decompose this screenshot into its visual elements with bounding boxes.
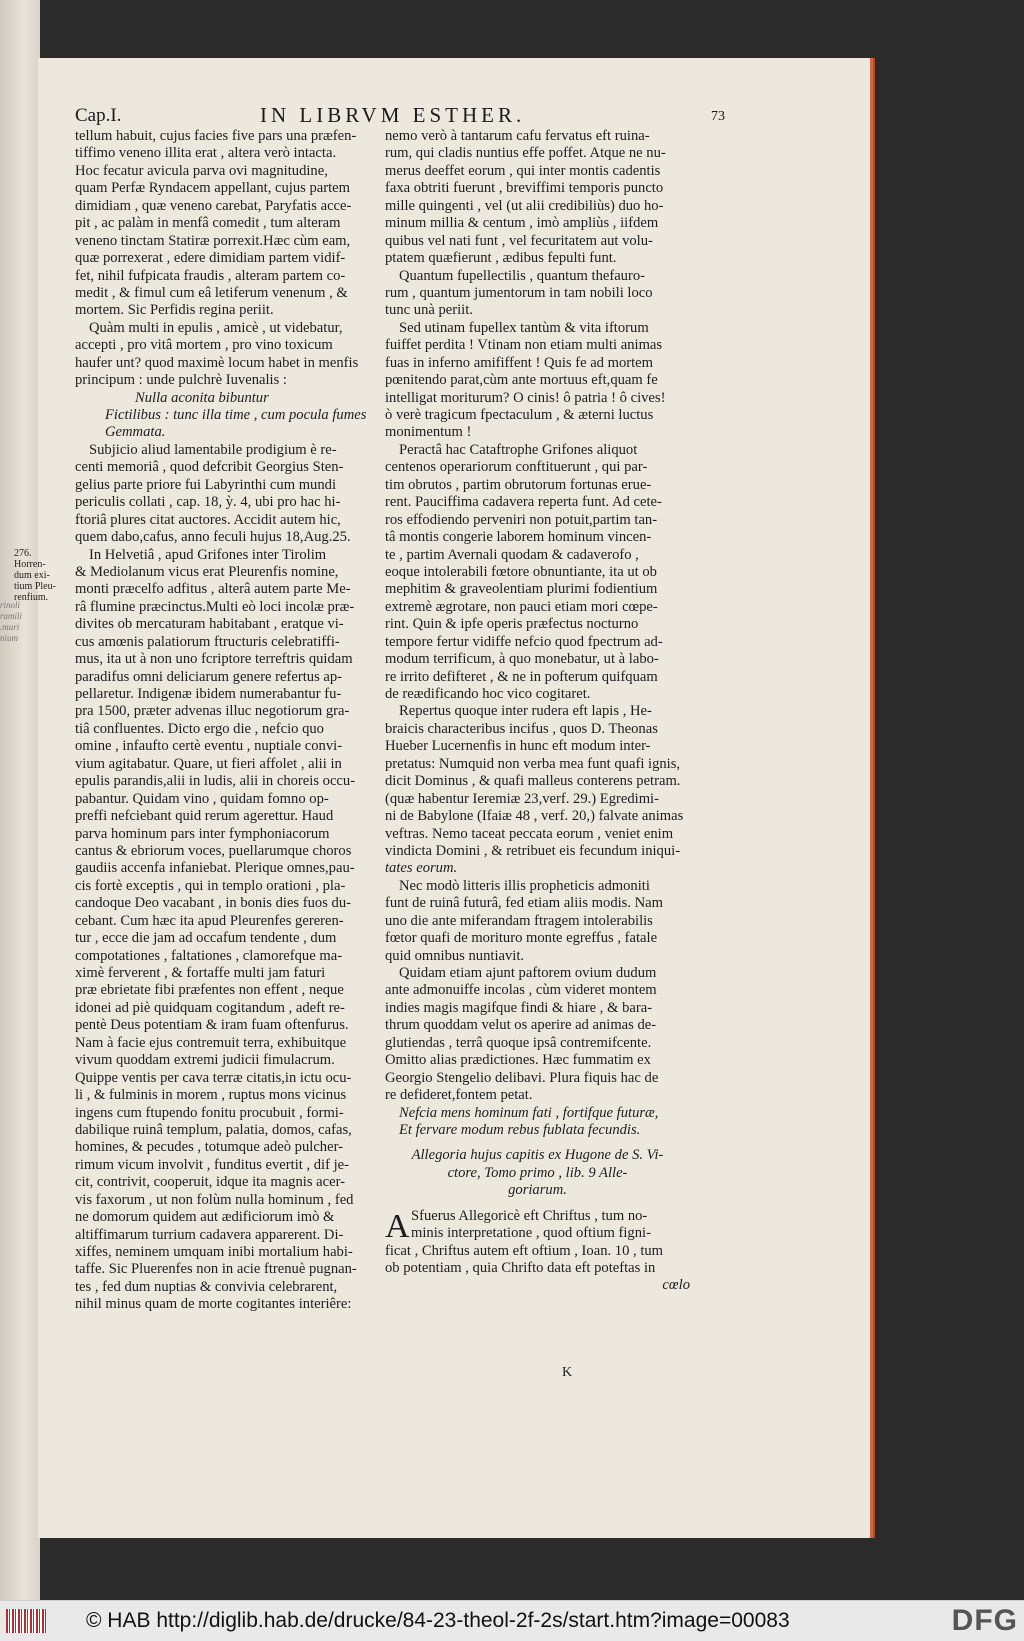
text-line: ftoriâ plures citat auctores. Accidit autem hic, — [75, 511, 341, 528]
text-line: principum : unde pulchrè Iuvenalis : — [75, 372, 287, 389]
text-line: cebant. Cum hæc ita apud Pleurenfes gereren- — [75, 912, 344, 929]
text-line: fuas in inferno amififfent ! Quis fe ad mortem — [385, 354, 654, 371]
text-line: candoque Deo vacabant , in bonis dies fuos du- — [75, 895, 351, 912]
drop-capital: A — [385, 1207, 410, 1245]
text-line: quem dabo,cafus, anno feculi hujus 18,Aug.25. — [75, 529, 351, 546]
source-url[interactable]: © HAB http://diglib.hab.de/drucke/84-23-theol-2f-2s/start.htm?image=00083 — [86, 1609, 790, 1632]
text-line: thrum quoddam velut os aperire ad animas de- — [385, 1017, 657, 1034]
text-line: ob potentiam , quia Chrifto data eft poteftas in — [385, 1260, 656, 1276]
text-line: vis faxorum , ut non folùm nulla hominum , fed — [75, 1191, 354, 1208]
text-line: tiâ confluentes. Dicto ergo die , nefcio quo — [75, 720, 324, 737]
text-line: mille quingenti , vel (ut alii credibiliùs) duo ho- — [385, 197, 664, 214]
barcode-icon — [6, 1609, 46, 1633]
text-line: medit , & fimul cum eâ letiferum venenum , & — [75, 284, 348, 301]
dfg-logo: DFG — [951, 1604, 1018, 1637]
text-line: ni de Babylone (Ifaiæ 48 , verf. 20,) falvate animas — [385, 808, 684, 825]
text-line: Nam à facie ejus contremuit terra, exhibuitque — [75, 1034, 347, 1051]
text-line: accepti , pro vitâ mortem , pro vino toxicum — [75, 337, 333, 354]
text-line: Quidam etiam ajunt paftorem ovium dudum — [399, 965, 657, 981]
text-line: Allegoria hujus capitis ex Hugone de S. Vi- — [411, 1147, 664, 1164]
text-line: mephitim & graveolentiam plurimi fodientium — [385, 581, 658, 598]
text-line: divites ob mercaturam habitabant , eratque vi- — [75, 616, 344, 633]
marginal-note-line: Horren- — [14, 559, 46, 570]
last-word: cœlo — [662, 1277, 690, 1294]
text-line: Subjicio aliud lamentabile prodigium è re- — [89, 441, 337, 458]
text-line: vium agitabatur. Quare, ut fieri affolet , alii in — [75, 755, 342, 772]
text-line: dimidiam , quæ veneno carebat, Paryfatis acce- — [75, 197, 352, 214]
text-line: quam Perfæ Ryndacem appellant, cujus partem — [75, 180, 350, 197]
text-line: Gemmata. — [105, 424, 166, 441]
text-line: pretatus: Numquid non verba mea funt quafi ignis, — [385, 755, 681, 772]
text-line: taffe. Sic Pluerenfes non in acie ftrenuè pugnan- — [75, 1261, 357, 1278]
text-line: tim obrutos , partim obrutorum fortunas erue- — [385, 476, 652, 493]
right-text-column — [385, 128, 690, 1295]
viewer-footer — [0, 1600, 1024, 1641]
text-line: omine , infaufto certè eventu , nuptiale convi- — [75, 738, 343, 755]
text-line: de reædificando hoc vico cogitaret. — [385, 686, 591, 702]
text-line: re defideret,fontem petat. — [385, 1087, 533, 1104]
text-line: eoque intolerabili fœtore obnuntiante, ita ut ob — [385, 563, 657, 580]
text-line: pentè Deus potentiam & iram fuam oftenfurus. — [75, 1017, 349, 1034]
text-line: parva hominum pars inter fymphoniacorum — [75, 825, 330, 842]
text-line: tates eorum. — [385, 860, 458, 877]
text-line: cus amœnis palatiorum ftructuris celebratiffi- — [75, 633, 340, 650]
text-line: ne domorum quidem aut ædificiorum imò & — [75, 1209, 335, 1226]
text-line: uno die ante miferandam ftragem intolerabilis — [385, 912, 653, 929]
text-line: monti præcelfo adfitus , alterâ autem parte Me- — [75, 581, 351, 598]
text-line: idonei ad piè quidquam cogitandum , adeft re- — [75, 999, 345, 1016]
text-line: indies magis magifque findi & hiare , & bara- — [385, 999, 653, 1016]
text-line: re irrito defifteret , & ne in pofterum quifquam — [385, 668, 658, 685]
facing-page-margin-text: rinoli ramili .muri nium — [0, 600, 23, 643]
marginal-note-line: 276. — [14, 548, 32, 559]
text-line: tur , ecce die jam ad occafum tendente , dum — [75, 930, 337, 947]
text-line: fuiffet perdita ! Vtinam non etiam multi animas — [385, 337, 663, 354]
text-line: In Helvetiâ , apud Grifones inter Tirolim — [89, 546, 327, 563]
text-line: extremè ægrotare, non pauci etiam mori cœpe- — [385, 598, 658, 615]
text-line: paradifus omni deliciarum genere refertus ap- — [75, 668, 343, 685]
text-line: homines, & pecudes , totumque adeò pulcher- — [75, 1139, 343, 1156]
text-line: fet, nihil fufpicata fraudis , alteram partem co- — [75, 267, 346, 284]
text-line: ximè ferverent , & fortaffe multi jam faturi — [75, 965, 326, 981]
text-line: Quàm multi in epulis , amicè , ut videbatur, — [89, 319, 343, 336]
text-line — [385, 1200, 690, 1208]
text-line: dicit Dominus , & quafi malleus conterens petram. — [385, 773, 681, 790]
text-line: gelius parte priore fui Labyrinthi cum mundi — [75, 476, 336, 493]
text-line: Sed utinam fupellex tantùm & vita iftorum — [399, 319, 649, 336]
text-line: preffi nefciebant quid rerum agerettur. Haud — [75, 808, 334, 825]
marginal-note-line: dum exi- — [14, 570, 50, 581]
text-line: nihil minus quam de morte cogitantes interiêre: — [75, 1296, 352, 1313]
text-line: tâ montis congerie laborem hominum vincen- — [385, 529, 652, 546]
text-line: tes , fed dum nuptias & convivia celebrarent, — [75, 1278, 338, 1295]
text-line: ò verè tragicum fpectaculum , & æterni luctus — [385, 407, 654, 423]
text-line: minis interpretatione , quod oftium figni- — [411, 1225, 651, 1242]
text-line: ante admonuiffe incolas , cùm videret montem — [385, 982, 657, 999]
text-line: cis fortè exceptis , qui in templo orationi , pla- — [75, 877, 346, 894]
marginal-note-line: tium Pleu- — [14, 581, 56, 592]
text-line: Nefcia mens hominum fati , fortifque futuræ, — [399, 1104, 659, 1121]
text-line: quibus vel nati funt , vel fecuritatem aut volu- — [385, 232, 653, 249]
text-line: goriarum. — [508, 1182, 567, 1199]
text-line: pœnitendo parat,cùm ante mortuus eft,quam fe — [385, 372, 658, 389]
folio-number: 73 — [711, 109, 725, 124]
text-line: li , & fulminis in morem , ruptus mons vicinus — [75, 1087, 347, 1104]
text-line: nemo verò à tantarum cafu fervatus eft ruina- — [385, 128, 650, 144]
text-line: cantus & ebriorum voces, puellarumque choros — [75, 842, 352, 859]
text-line: præ ebrietate fibi præfentes non effent , neque — [75, 982, 344, 999]
text-line: & Mediolanum vicus erat Pleurenfis nomine, — [75, 563, 339, 580]
text-line: Peractâ hac Cataftrophe Grifones aliquot — [399, 441, 638, 458]
text-line — [385, 1139, 690, 1147]
text-line: centenos operariorum conftituerunt , qui par- — [385, 459, 648, 476]
book-title: IN LIBRVM ESTHER. — [260, 103, 526, 127]
text-line: quæ porrexerat , edere dimidiam partem vidif- — [75, 250, 346, 267]
text-line: minum millia & centum , imò ampliùs , iifdem — [385, 215, 659, 232]
text-line: Omitto alias prædictiones. Hæc fummatim ex — [385, 1052, 651, 1069]
text-line: compotationes , faltationes , clamorefque ma- — [75, 947, 343, 964]
text-line: tiffimo veneno illita erat , altera verò intacta. — [75, 145, 337, 162]
text-line: faxa obtriti fuerunt , breviffimi temporis puncto — [385, 180, 664, 197]
text-line: braicis characteribus incifus , quos D. Theonas — [385, 720, 658, 737]
text-line: vindicta Domini , & retribuet eis fecundum iniqui- — [385, 842, 681, 859]
text-line: Nec modò litteris illis propheticis admoniti — [399, 877, 650, 894]
text-line: te , partim Avernali quodam & cadaverofo , — [385, 546, 639, 563]
text-line: rum, qui cladis nuntius effe poffet. Atque ne nu- — [385, 145, 666, 162]
text-line: quid omnibus nuntiavit. — [385, 947, 525, 964]
text-line: haufer unt? quod maximè locum habet in menfis — [75, 354, 359, 371]
text-line: ctore, Tomo primo , lib. 9 Alle- — [447, 1164, 628, 1181]
text-line: ros effodiendo perveniri non potuit,partim tan- — [385, 511, 658, 528]
text-line: Et fervare modum rebus fublata fecundis. — [399, 1121, 641, 1138]
text-line: pit , ac palàm in menfâ comedit , tum alteram — [75, 215, 341, 232]
text-line: tellum habuit, cujus facies five pars una præfen- — [75, 128, 357, 144]
text-line: mus, ita ut à non uno fcriptore terreftris quidam — [75, 651, 353, 668]
text-line: Quippe ventis per cava terræ citatis,in ictu ocu- — [75, 1069, 352, 1086]
text-line: epulis parandis,alii in ludis, alii in choreis occu- — [75, 773, 356, 790]
text-line: ptatem quæfierunt , ædibus fepulti funt. — [385, 250, 617, 267]
text-line: glutiendas , terrâ quoque ipsâ contremifcente. — [385, 1034, 652, 1051]
text-line: pabantur. Quidam vino , quidam fomno op- — [75, 790, 329, 807]
facing-page-edge — [0, 0, 40, 1600]
text-line: ingens cum ftupendo fonitu procubuit , formi- — [75, 1104, 344, 1121]
text-line: rimum vicum involvit , funditus evertit , dif je- — [75, 1156, 349, 1173]
text-line: Hoc fecatur avicula parva ovi magnitudine, — [75, 162, 328, 179]
chapter-label: Cap.I. — [75, 105, 122, 126]
text-line: (quæ habentur Ieremiæ 23,verf. 29.) Egredimi- — [385, 790, 659, 807]
marginal-note — [14, 548, 66, 603]
text-line: Quantum fupellectilis , quantum thefauro- — [399, 267, 645, 284]
text-line: pellaretur. Indigenæ ibidem numerabantur fu- — [75, 686, 342, 702]
text-line: Nulla aconita bibuntur — [135, 389, 269, 406]
text-line: merus deeffet eorum , qui inter montis cadentis — [385, 162, 661, 179]
text-line: veftras. Nemo taceat peccata eorum , veniet enim — [385, 825, 674, 842]
text-line: rum , quantum jumentorum in tam nobili loco — [385, 284, 653, 301]
left-text-column — [75, 128, 373, 1314]
text-line: mortem. Sic Perfidis regina periit. — [75, 302, 274, 319]
text-line: tempore fertur vidiffe nefcio quod fpectrum ad- — [385, 633, 663, 650]
text-line: modum terrificum, à quo monebatur, ut à labo- — [385, 651, 659, 668]
text-line: gaudiis accenfa infaniebat. Plerique omnes,pau- — [75, 860, 355, 877]
text-line: intelligat moriturum? O cinis! ô patria ! ô cives! — [385, 389, 666, 406]
signature-mark: K — [562, 1365, 573, 1380]
marginal-note-line: renfium. — [14, 592, 49, 603]
text-line-content: Sfuerus Allegoricè eft Chriftus , tum no- — [411, 1207, 648, 1224]
text-line: periculis collati , cap. 18, ỳ. 4, ubi pro hac hi- — [75, 494, 341, 511]
text-line: monimentum ! — [385, 424, 472, 441]
text-line: râ flumine præcinctus.Multi eò loci incolæ præ- — [75, 598, 355, 615]
text-line: Repertus quoque inter rudera eft lapis , He- — [399, 703, 652, 720]
text-line: rent. Pauciffima cadavera reperta funt. Ad cete- — [385, 494, 662, 511]
text-line: pra 1500, præter advenas illuc negotiorum gra- — [75, 703, 350, 720]
text-line: Georgio Stengelio delibavi. Plura fiquis hac de — [385, 1069, 659, 1086]
text-line: xiffes, neminem umquam inibi mortalium habi- — [75, 1244, 353, 1260]
text-line: centi memoriâ , quod defcribit Georgius Sten- — [75, 459, 344, 476]
text-line: ficat , Chriftus autem eft oftium , Ioan. 10 , tum — [385, 1242, 664, 1259]
text-line: Fictilibus : tunc illa time , cum pocula fumes — [105, 407, 367, 423]
text-line: vivum quoddam extremi judicii fimulacrum. — [75, 1052, 335, 1069]
text-line: Hueber Lucernenfis in hunc eft modum inter- — [385, 738, 651, 755]
text-line: dabilique ruinâ templum, palatia, domos, cafas, — [75, 1121, 352, 1138]
text-line: funt de ruinâ futurâ, fed etiam aliis modis. Nam — [385, 895, 664, 912]
text-line: fœtor quafi de morituro monte egreffus , fatale — [385, 930, 658, 947]
text-line: rint. Quin & ipfe operis præfectus nocturno — [385, 616, 639, 633]
text-line: altiffimarum turrium cadavera apparerent. Di- — [75, 1226, 344, 1243]
text-line: cit, contrivit, cooperuit, idque ita magnis acer- — [75, 1174, 346, 1191]
text-line: veneno tinctam Statiræ porrexit.Hæc cùm eam, — [75, 232, 351, 249]
text-line: tunc unà periit. — [385, 302, 473, 319]
